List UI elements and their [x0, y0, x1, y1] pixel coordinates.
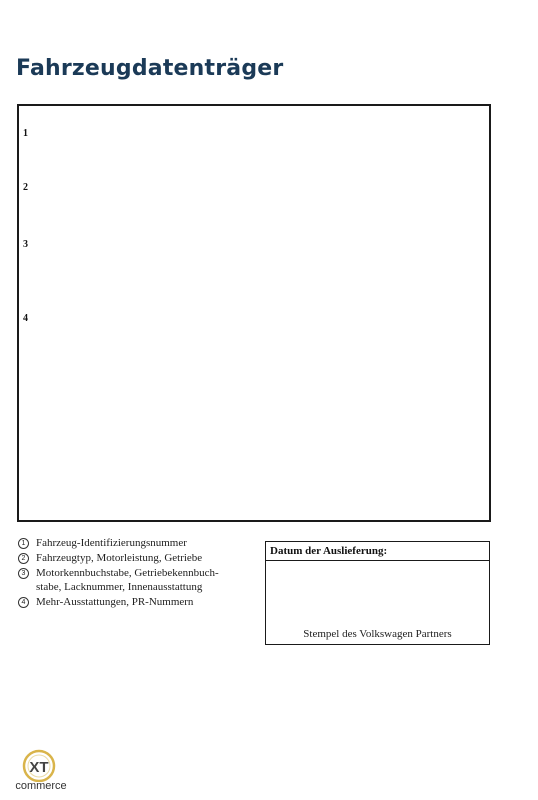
legend-number: 3 [18, 568, 29, 579]
dealer-stamp-label: Stempel des Volkswagen Partners [303, 628, 452, 640]
xt-logo-icon [10, 748, 72, 782]
xt-logo-mark: XT [29, 759, 49, 776]
legend-text: Fahrzeug-Identifizierungsnummer [36, 537, 187, 549]
xt-logo-word: commerce [15, 780, 67, 792]
page-title: Fahrzeugdatenträger [16, 56, 284, 81]
xt-commerce-logo [10, 748, 72, 796]
delivery-date-box [265, 541, 490, 645]
field-number-1: 1 [23, 128, 28, 139]
delivery-date-label: Datum der Auslieferung: [266, 542, 489, 561]
legend-item [18, 566, 258, 594]
field-number-4: 4 [23, 313, 28, 324]
legend-text: Motorkennbuchstabe, Getriebekennbuch- stabe, Lacknummer, Innenausstattung [36, 567, 219, 593]
legend-item [18, 551, 258, 565]
field-number-2: 2 [23, 182, 28, 193]
legend-item [18, 595, 258, 609]
legend-number: 4 [18, 597, 29, 608]
field-number-3: 3 [23, 239, 28, 250]
legend-text: Fahrzeugtyp, Motorleistung, Getriebe [36, 552, 203, 564]
legend-number: 2 [18, 553, 29, 564]
field-legend [18, 536, 258, 610]
legend-item [18, 536, 258, 550]
legend-text: Mehr-Ausstattungen, PR-Nummern [36, 596, 194, 608]
vehicle-data-box [17, 104, 491, 522]
legend-number: 1 [18, 538, 29, 549]
